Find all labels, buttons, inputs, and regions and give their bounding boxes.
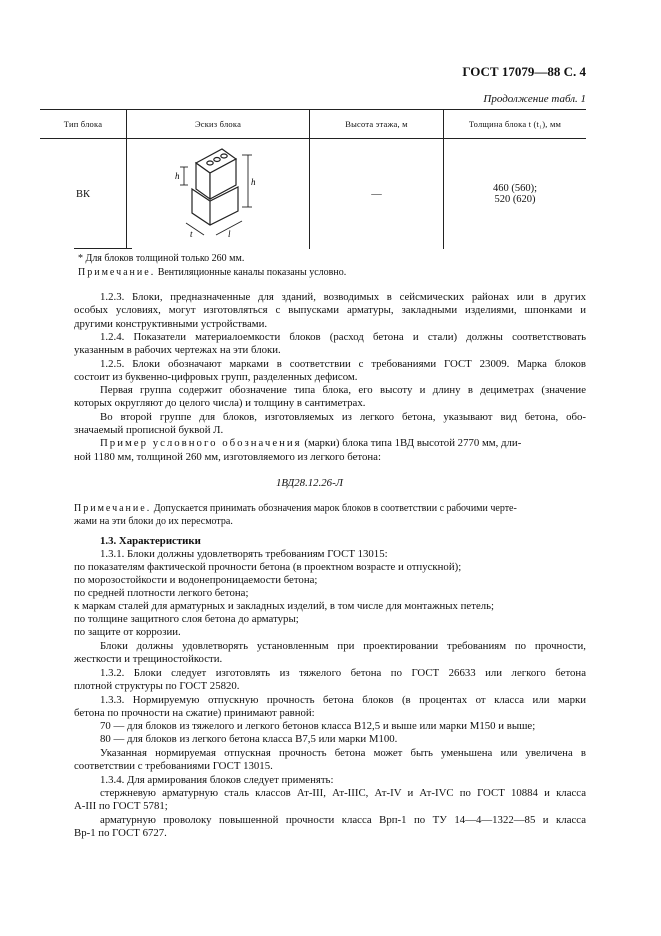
para-line: Вр-1 по ГОСТ 6727. [74, 827, 167, 839]
para-strength-note: Указанная нормируемая отпускная прочность бетона может быть уменьшена или увеличена в [100, 747, 586, 759]
thickness-value-1: 460 (560); [492, 183, 538, 194]
para-1-2-4: 1.2.4. Показатели материалоемкости блоков (расход бетона и стали) должны соответствовать [100, 331, 586, 343]
list-item: 70 — для блоков из тяжелого и легкого бетонов класса В12,5 и выше или марки М150 и выше; [100, 720, 536, 732]
para-line: 1.2.3. Блоки, предназначенные для зданий, возводимых в сейсмических районах или в других [100, 291, 586, 303]
note-ventilation [78, 266, 346, 279]
note-label: Примечание. [78, 267, 156, 278]
note-designation [74, 502, 517, 515]
table-continuation-label: Продолжение табл. 1 [483, 93, 586, 105]
sketch-label-h: h [251, 176, 256, 187]
list-item: по защите от коррозии. [74, 626, 181, 638]
para-second-group: Во второй группе для блоков, изготовляемых из легкого бетона, указывают вид бетона, обо- [100, 411, 586, 423]
para-first-group: Первая группа содержит обозначение типа блока, его высоту и длину в дециметрах (значение [100, 384, 586, 396]
block-sketch-drawing [158, 141, 278, 245]
note-text: Допускается принимать обозначения марок блоков в соответствии с рабочими черте- [151, 503, 517, 514]
list-item: по толщине защитного слоя бетона до арматуры; [74, 613, 299, 625]
list-item: по средней плотности легкого бетона; [74, 587, 249, 599]
cell-block-type: ВК [40, 139, 127, 250]
cell-sketch [127, 139, 310, 250]
para-rebar-steel: стержневую арматурную сталь классов Ат-III, Ат-IIIС, Ат-IV и Ат-IVС по ГОСТ 10884 и класса [100, 787, 586, 799]
list-item: по показателям фактической прочности бетона (в проектном возрасте и отпускной); [74, 561, 462, 573]
para-1-3-3: 1.3.3. Нормируемую отпускную прочность бетона блоков (в процентах от класса или марки [100, 694, 586, 706]
para-requirements: Блоки должны удовлетворять установленным при проектировании требованиям по прочности, [100, 640, 586, 652]
para-line: значаемый прописной буквой Л. [74, 424, 224, 436]
para-example [100, 437, 586, 450]
footnote: * Для блоков толщиной только 260 мм. [78, 253, 245, 264]
para-line: указанным в рабочих чертежах на эти блоки. [74, 344, 281, 356]
col-header-sketch: Эскиз блока [127, 110, 310, 139]
example-label: Пример условного обозначения [100, 437, 302, 449]
para-1-2-5: 1.2.5. Блоки обозначают марками в соответствии с требованиями ГОСТ 23009. Марка блоков [100, 358, 586, 370]
para-line: которых округляют до целого числа) и толщину в сантиметрах. [74, 397, 366, 409]
table-header-row [40, 110, 586, 139]
para-line: А-III по ГОСТ 5781; [74, 800, 168, 812]
note-line: жами на эти блоки до их пересмотра. [74, 516, 233, 527]
cell-thickness [444, 139, 587, 250]
list-item: к маркам сталей для арматурных и закладных изделий, в том числе для монтажных петель; [74, 600, 495, 612]
para-1-2-3 [74, 291, 586, 304]
para-line: ной 1180 мм, толщиной 260 мм, изготовляемого из легкого бетона: [74, 451, 381, 463]
note-text: Вентиляционные каналы показаны условно. [155, 267, 347, 278]
list-item: 80 — для блоков из легкого бетона класса В7,5 или марки М100. [100, 733, 398, 745]
list-item: по морозостойкости и водонепроницаемости бетона; [74, 574, 318, 586]
list-item: 1.3.1. Блоки должны удовлетворять требованиям ГОСТ 13015: [100, 548, 388, 560]
footnote-rule [74, 248, 132, 249]
para-line: особых условиях, могут изготовляться с выпусками арматуры, закладными изделиями, шпонками и [74, 304, 586, 316]
page-header: ГОСТ 17079—88 С. 4 [462, 64, 586, 79]
para-1-3-4: 1.3.4. Для армирования блоков следует применять: [100, 774, 334, 786]
thickness-value-2: 520 (620) [494, 194, 536, 205]
para-1-3-2: 1.3.2. Блоки следует изготовлять из тяжелого бетона по ГОСТ 26633 или легкого бетона [100, 667, 586, 679]
col-header-height: Высота этажа, м [310, 110, 444, 139]
para-line: плотной структуры по ГОСТ 25820. [74, 680, 240, 692]
para-rebar-wire: арматурную проволоку повышенной прочности класса Врп-1 по ТУ 14—4—1322—85 и класса [100, 814, 586, 826]
table-row [40, 139, 586, 250]
block-table [40, 109, 586, 249]
para-line: состоит из буквенно-цифровых групп, разделенных дефисом. [74, 371, 358, 383]
sketch-label-l: l [228, 228, 231, 239]
para-line: другими конструктивными устройствами. [74, 318, 268, 330]
col-header-thickness: Толщина блока t (t₁), мм [444, 110, 587, 139]
para-line: бетона по прочности на сжатие) принимают равной: [74, 707, 315, 719]
para-line: соответствии с требованиями ГОСТ 13015. [74, 760, 273, 772]
example-mark: 1ВД28.12.26-Л [276, 477, 343, 489]
sketch-label-h-small: h [175, 170, 180, 181]
col-header-type: Тип блока [40, 110, 127, 139]
sketch-label-t: t [190, 228, 193, 239]
section-heading: 1.3. Характеристики [100, 535, 201, 547]
para-line: жесткости и трещиностойкости. [74, 653, 223, 665]
cell-floor-height: — [310, 139, 444, 250]
example-text: (марки) блока типа 1ВД высотой 2770 мм, дли- [301, 437, 522, 449]
note-label: Примечание. [74, 503, 152, 514]
